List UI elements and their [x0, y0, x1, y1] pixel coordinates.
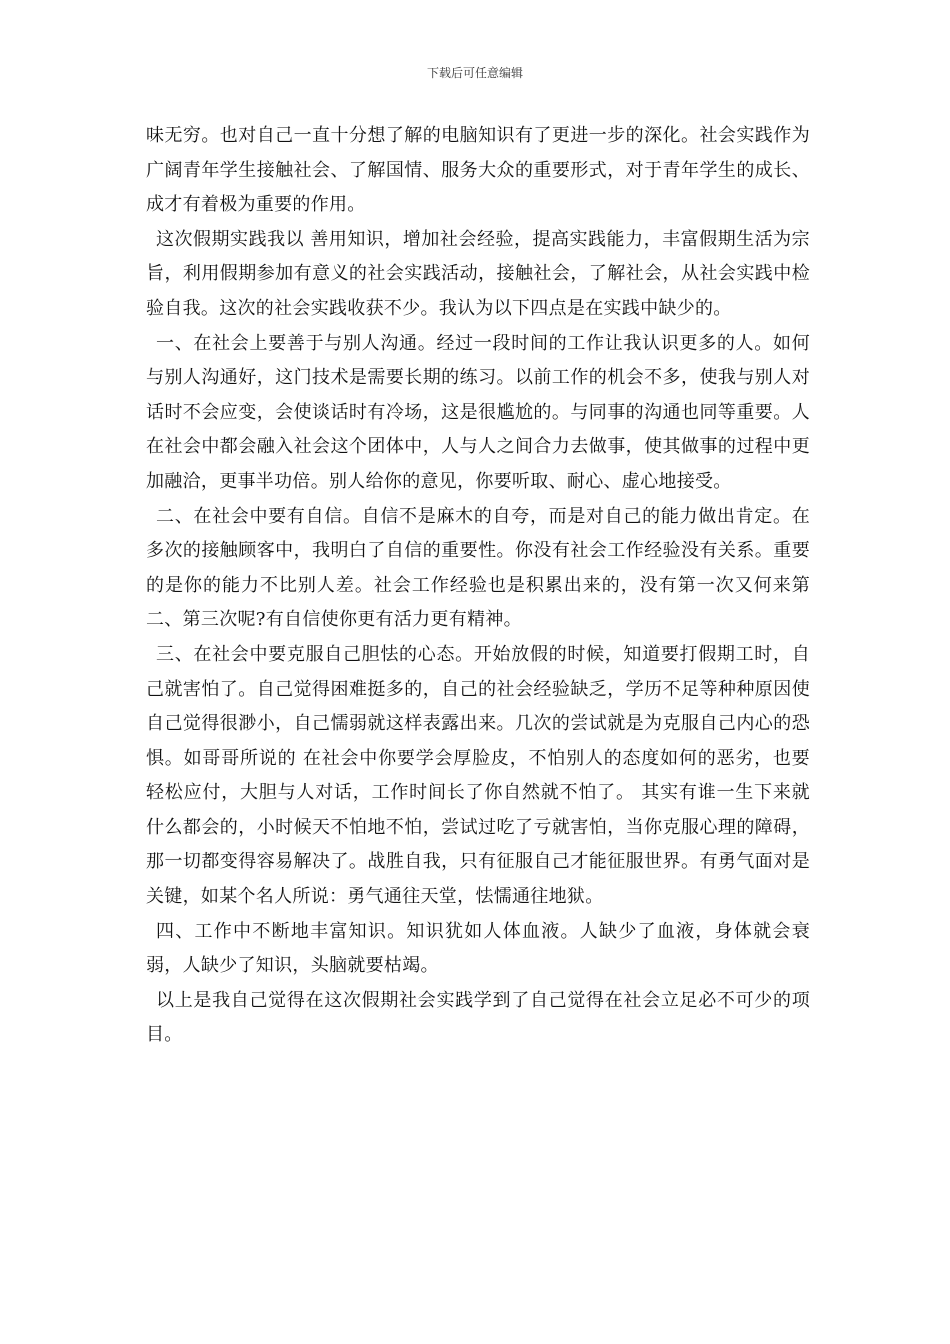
paragraph-5: 三、在社会中要克服自己胆怯的心态。开始放假的时候，知道要打假期工时，自己就害怕了。自己觉得困难挺多的，自己的社会经验缺乏，学历不足等种种原因使自己觉得很渺小，自己懦弱就这样表露出来。几次的尝试就是为克服自己内心的恐惧。如哥哥所说的 在社会中你要学会厚脸皮，不怕别人的态度如何的恶劣，也要轻松应付，大胆与人对话，工作时间长了你自然就不怕了。 其实有谁一生下来就什么都会的，小时候天不怕地不怕，尝试过吃了亏就害怕，当你克服心理的障碍，那一切都变得容易解决了。战胜自我，只有征服自己才能征服世界。有勇气面对是关键，如某个名人所说：勇气通往天堂，怯懦通往地狱。 — [146, 643, 810, 908]
paragraph-4: 二、在社会中要有自信。自信不是麻木的自夸，而是对自己的能力做出肯定。在多次的接触顾客中，我明白了自信的重要性。你没有社会工作经验没有关系。重要的是你的能力不比别人差。社会工作经验也是积累出来的，没有第一次又何来第二、第三次呢?有自信使你更有活力更有精神。 — [146, 505, 810, 631]
paragraph-6: 四、工作中不断地丰富知识。知识犹如人体血液。人缺少了血液，身体就会衰弱，人缺少了知识，头脑就要枯竭。 — [146, 920, 810, 977]
paragraph-7: 以上是我自己觉得在这次假期社会实践学到了自己觉得在社会立足必不可少的项目。 — [146, 989, 810, 1046]
paragraph-3: 一、在社会上要善于与别人沟通。经过一段时间的工作让我认识更多的人。如何与别人沟通好，这门技术是需要长期的练习。以前工作的机会不多，使我与别人对话时不会应变，会使谈话时有冷场，这是很尴尬的。与同事的沟通也同等重要。人在社会中都会融入社会这个团体中，人与人之间合力去做事，使其做事的过程中更加融洽，更事半功倍。别人给你的意见，你要听取、耐心、虚心地接受。 — [146, 332, 810, 492]
page-header: 下载后可任意编辑 — [426, 66, 523, 80]
paragraph-1: 味无穷。也对自己一直十分想了解的电脑知识有了更进一步的深化。社会实践作为广阔青年学生接触社会、了解国情、服务大众的重要形式，对于青年学生的成长、成才有着极为重要的作用。 — [146, 125, 810, 216]
document-body — [146, 119, 810, 1053]
paragraph-2: 这次假期实践我以 善用知识，增加社会经验，提高实践能力，丰富假期生活为宗旨，利用假期参加有意义的社会实践活动，接触社会，了解社会，从社会实践中检验自我。这次的社会实践收获不少。我认为以下四点是在实践中缺少的。 — [146, 228, 810, 319]
